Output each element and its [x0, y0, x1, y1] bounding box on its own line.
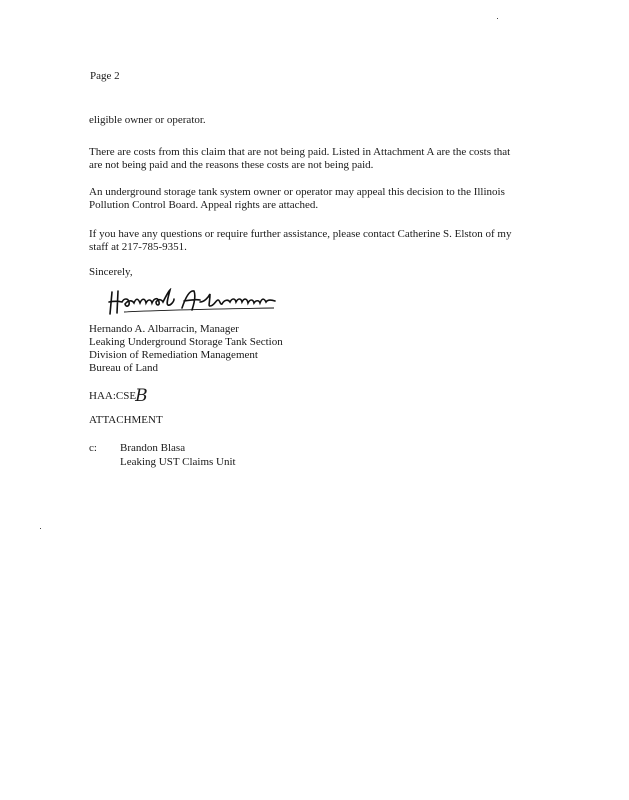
paragraph-eligibility: eligible owner or operator.	[89, 114, 206, 126]
scan-speck	[497, 18, 498, 19]
signer-division: Division of Remediation Management	[89, 349, 258, 361]
cc-unit: Leaking UST Claims Unit	[120, 456, 236, 468]
paragraph-costs-line-1: There are costs from this claim that are not being paid. Listed in Attachment A are the costs that	[89, 146, 511, 158]
cc-name: Brandon Blasa	[120, 442, 186, 454]
reference-initials	[89, 386, 148, 406]
handwritten-initials: B	[135, 386, 148, 406]
signer-section: Leaking Underground Storage Tank Section	[89, 336, 283, 348]
paragraph-contact-line-1: If you have any questions or require further assistance, please contact Catherine S. Elston of my	[89, 228, 512, 240]
closing-salutation: Sincerely,	[89, 266, 133, 278]
attachment-label: ATTACHMENT	[89, 414, 163, 426]
signer-bureau: Bureau of Land	[89, 362, 159, 374]
handwritten-signature	[104, 288, 280, 318]
signer-name-title: Hernando A. Albarracin, Manager	[89, 323, 239, 335]
paragraph-contact-line-2: staff at 217-785-9351.	[89, 241, 187, 253]
paragraph-appeal-line-2: Pollution Control Board. Appeal rights are attached.	[89, 199, 319, 211]
typed-initials: HAA:CSE	[89, 390, 137, 402]
paragraph-costs-line-2: are not being paid and the reasons these costs are not being paid.	[89, 159, 374, 171]
paragraph-appeal-line-1: An underground storage tank system owner or operator may appeal this decision to the Illinois	[89, 186, 505, 198]
page-number: Page 2	[90, 70, 120, 82]
scan-speck	[40, 528, 41, 529]
cc-label: c:	[89, 442, 97, 454]
